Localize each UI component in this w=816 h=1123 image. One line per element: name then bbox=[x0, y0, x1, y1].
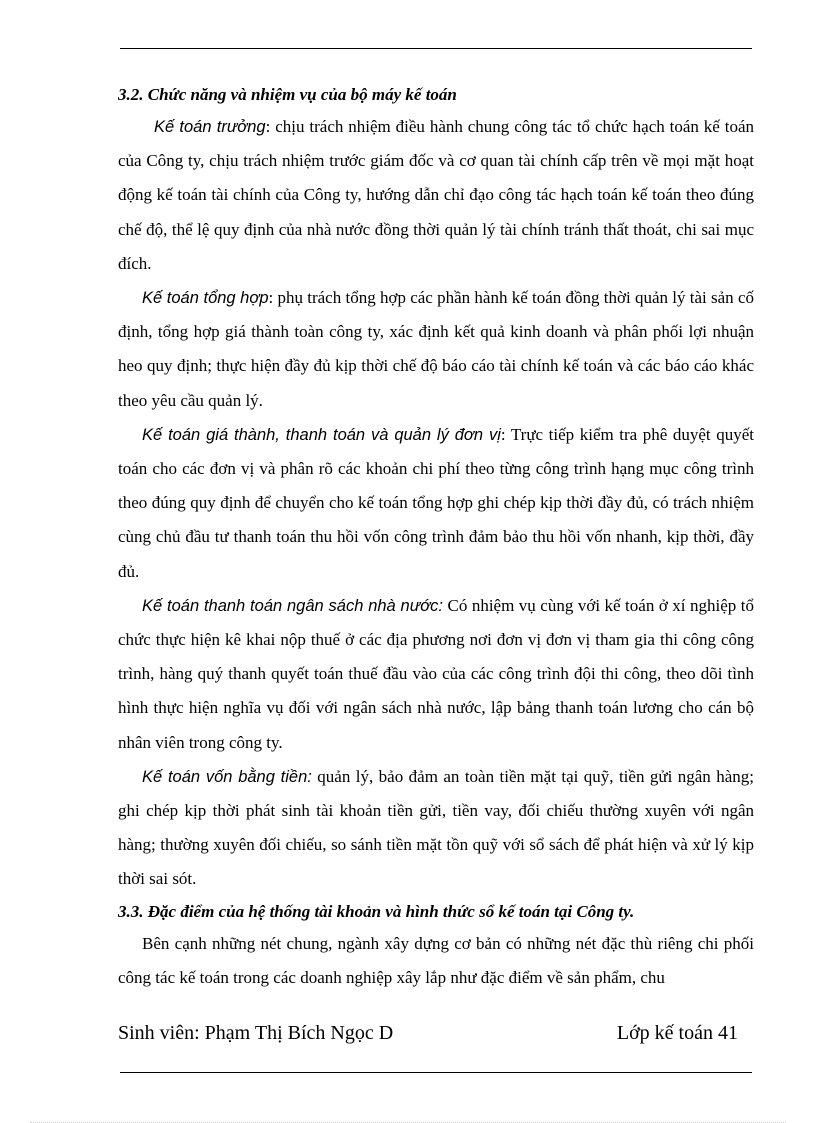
section-heading-3-3: 3.3. Đặc điểm của hệ thống tài khoản và hình thức sổ kế toán tại Công ty. bbox=[118, 901, 635, 921]
footer-student: Sinh viên: Phạm Thị Bích Ngọc D bbox=[118, 1022, 394, 1044]
header-rule bbox=[120, 48, 752, 49]
document-body bbox=[118, 80, 754, 995]
footer-rule bbox=[120, 1072, 752, 1073]
paragraph-text: : Trực tiếp kiểm tra phê duyệt quyết toán cho các đơn vị và phân rõ các khoản chi phí theo từng công trình hạng mục công trình theo đúng quy định để chuyển cho kế toán tổng hợp ghi chép kịp thời đầy đủ, có trách nhiệm cùng chủ đầu tư thanh toán thu hồi vốn công trình đảm bảo thu hồi vốn nhanh, kịp thời, đầy đủ. bbox=[118, 424, 754, 581]
term-label: Kế toán trưởng bbox=[154, 118, 266, 136]
paragraph-text: : chịu trách nhiệm điều hành chung công tác tổ chức hạch toán kế toán của Công ty, chịu trách nhiệm trước giám đốc và cơ quan tài chính cấp trên về mọi mặt hoạt động kế toán tài chính của Công ty, hướng dẫn chỉ đạo công tác hạch toán kế toán theo đúng chế độ, thể lệ quy định của nhà nước đồng thời quản lý tài chính tránh thất thoát, chi sai mục đích. bbox=[118, 117, 754, 273]
paragraph-ke-toan-von-bang-tien bbox=[118, 760, 754, 897]
paragraph-ke-toan-ngan-sach bbox=[118, 589, 754, 760]
paragraph-ke-toan-tong-hop bbox=[118, 281, 754, 418]
term-label: Kế toán tổng hợp bbox=[142, 289, 269, 308]
term-label: Kế toán thanh toán ngân sách nhà nước: bbox=[142, 596, 443, 615]
footer-class: Lớp kế toán 41 bbox=[616, 1022, 738, 1044]
paragraph-ke-toan-gia-thanh bbox=[118, 418, 754, 589]
section-heading-3-2: 3.2. Chức năng và nhiệm vụ của bộ máy kế toán bbox=[118, 85, 457, 104]
term-label: Kế toán vốn bằng tiền: bbox=[142, 767, 312, 786]
paragraph-text: Có nhiệm vụ cùng với kế toán ở xí nghiệp tổ chức thực hiện kê khai nộp thuế ở các địa phương nơi đơn vị đơn vị tham gia thi công công trình, hàng quý thanh quyết toán thuế đầu vào của các công trình đội thi công, theo dõi tình hình thực hiện nghĩa vụ đối với ngân sách nhà nước, lập bảng thanh toán lương cho cán bộ nhân viên trong công ty. bbox=[118, 595, 754, 752]
paragraph-ben-canh bbox=[118, 927, 754, 995]
paragraph-ke-toan-truong bbox=[118, 110, 754, 281]
paragraph-text: Bên cạnh những nét chung, ngành xây dựng cơ bản có những nét đặc thù riêng chi phối công tác kế toán trong các doanh nghiệp xây lắp như đặc điểm về sản phẩm, chu bbox=[118, 933, 754, 987]
paragraph-text: quản lý, bảo đảm an toàn tiền mặt tại quỹ, tiền gửi ngân hàng; ghi chép kịp thời phát sinh tài khoản tiền gửi, tiền vay, đối chiếu thường xuyên với ngân hàng; thường xuyên đối chiếu, so sánh tiền mặt tồn quỹ với sổ sách để phát hiện và xử lý kịp thời sai sót. bbox=[118, 766, 754, 889]
term-label: Kế toán giá thành, thanh toán và quản lý đơn vị bbox=[142, 425, 501, 444]
paragraph-text: : phụ trách tổng hợp các phần hành kế toán đồng thời quản lý tài sản cố định, tổng hợp giá thành toàn công ty, xác định kết quả kinh doanh và phân phối lợi nhuận heo quy định; thực hiện đầy đủ kịp thời chế độ báo cáo tài chính kế toán và các báo cáo khác theo yêu cầu quản lý. bbox=[118, 288, 754, 410]
